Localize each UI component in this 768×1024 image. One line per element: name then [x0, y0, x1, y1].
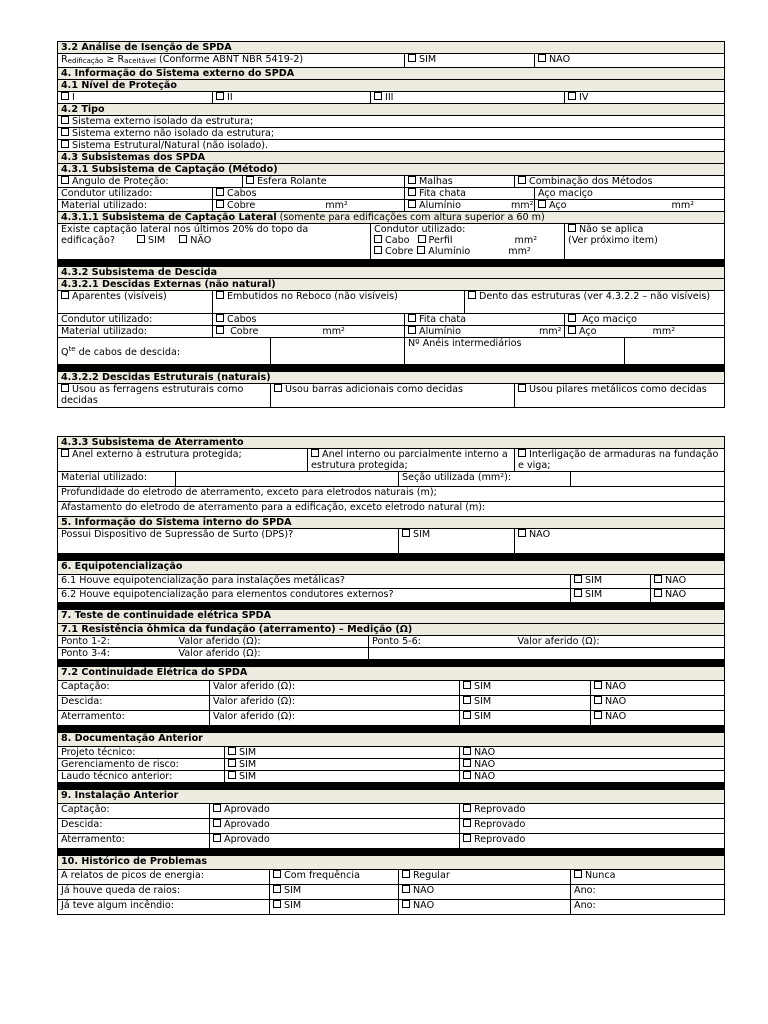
- hist-raios-ano[interactable]: Ano:: [571, 885, 725, 900]
- checkbox-icon[interactable]: [311, 449, 319, 457]
- section-divider: [58, 554, 725, 561]
- checkbox-icon[interactable]: [463, 771, 471, 779]
- checkbox-icon[interactable]: [61, 291, 69, 299]
- row-cont-aterramento: [58, 711, 725, 726]
- row-descida-condutor: [58, 314, 725, 326]
- isencao-sim[interactable]: SIM: [405, 54, 535, 68]
- equip-q1: 6.1 Houve equipotencialização para instalações metálicas?: [58, 575, 571, 589]
- isencao-formula: Redificação ≥ Raceitável (Conforme ABNT NBR 5419-2): [58, 54, 405, 68]
- section-433-title: 4.3.3 Subsistema de Aterramento: [58, 437, 725, 449]
- section-divider: [58, 260, 725, 267]
- row-captacao-condutor: [58, 188, 725, 200]
- cont-aterramento-nao[interactable]: NÃO: [591, 711, 725, 726]
- aterramento-material-label: Material utilizado:: [58, 472, 176, 487]
- checkbox-icon[interactable]: [61, 176, 69, 184]
- cont-descida-sim[interactable]: SIM: [460, 696, 591, 711]
- checkbox-icon[interactable]: [402, 529, 410, 537]
- anel-interno[interactable]: Anel interno ou parcialmente interno a estrutura protegida;: [308, 449, 515, 472]
- tipo-isolado[interactable]: Sistema externo isolado da estrutura;: [58, 116, 725, 128]
- captacao-cabos[interactable]: Cabos: [213, 188, 405, 200]
- nivel-iii[interactable]: III: [371, 92, 565, 104]
- section-divider: [58, 783, 725, 790]
- row-lateral: [58, 224, 725, 260]
- checkbox-icon[interactable]: [463, 681, 471, 689]
- form-table-upper: [57, 41, 725, 408]
- descida-aluminio[interactable]: Alumínio mm²: [405, 326, 565, 338]
- ponto-56-valor[interactable]: Valor aferido (Ω):: [515, 636, 725, 648]
- doc-projeto-sim[interactable]: SIM: [225, 747, 460, 759]
- checkbox-icon[interactable]: [61, 449, 69, 457]
- estr-barras[interactable]: Usou barras adicionais como decidas: [271, 384, 515, 408]
- hist-picos-regular[interactable]: Regular: [399, 870, 571, 885]
- row-inst-aterramento: [58, 834, 725, 849]
- captacao-cobre[interactable]: Cobre mm²: [213, 200, 405, 212]
- inst-captacao-label: Captação:: [58, 804, 210, 819]
- descida-cobre[interactable]: Cobre mm²: [213, 326, 405, 338]
- checkbox-icon[interactable]: [463, 804, 471, 812]
- lateral-nao-aplica[interactable]: Não se aplica (Ver próximo item): [565, 224, 725, 260]
- inst-descida-reprovado[interactable]: Reprovado: [460, 819, 725, 834]
- hist-incendio-ano[interactable]: Ano:: [571, 900, 725, 915]
- checkbox-icon[interactable]: [518, 176, 526, 184]
- checkbox-icon[interactable]: [463, 834, 471, 842]
- captacao-aco-macico[interactable]: Aço maciço: [535, 188, 725, 200]
- section-4-title: 4. Informação do Sistema externo do SPDA: [58, 68, 725, 80]
- checkbox-icon[interactable]: [568, 314, 576, 322]
- equip1-sim[interactable]: SIM: [571, 575, 651, 589]
- cont-descida-valor[interactable]: Valor aferido (Ω):: [210, 696, 460, 711]
- checkbox-icon[interactable]: [216, 326, 224, 334]
- cont-descida-label: Descida:: [58, 696, 210, 711]
- checkbox-icon[interactable]: [594, 711, 602, 719]
- row-niveis: [58, 92, 725, 104]
- doc-risco-nao[interactable]: NÃO: [460, 759, 725, 771]
- metodo-malhas[interactable]: Malhas: [405, 176, 515, 188]
- checkbox-icon[interactable]: [538, 200, 546, 208]
- checkbox-icon[interactable]: [216, 200, 224, 208]
- section-divider: [58, 603, 725, 610]
- section-9-title: 9. Instalação Anterior: [58, 790, 725, 804]
- checkbox-icon[interactable]: [568, 224, 576, 232]
- nivel-ii[interactable]: II: [213, 92, 371, 104]
- aneis-input[interactable]: [625, 338, 725, 365]
- estr-pilares[interactable]: Usou pilares metálicos como decidas: [515, 384, 725, 408]
- row-inst-captacao: [58, 804, 725, 819]
- checkbox-icon[interactable]: [274, 384, 282, 392]
- dps-nao[interactable]: NÃO: [515, 529, 725, 554]
- checkbox-icon[interactable]: [273, 885, 281, 893]
- doc-projeto-label: Projeto técnico:: [58, 747, 225, 759]
- qte-cabos-input[interactable]: [271, 338, 405, 365]
- ponto-12-label: Ponto 1-2:: [58, 636, 176, 648]
- checkbox-icon[interactable]: [402, 900, 410, 908]
- metodo-combinacao[interactable]: Combinação dos Métodos: [515, 176, 725, 188]
- form-table-lower: [57, 436, 725, 915]
- checkbox-icon[interactable]: [463, 711, 471, 719]
- descida-material-label: Material utilizado:: [58, 326, 213, 338]
- section-43-title: 4.3 Subsistemas dos SPDA: [58, 152, 725, 164]
- section-divider: [58, 849, 725, 856]
- descida-cabos[interactable]: Cabos: [213, 314, 405, 326]
- ponto-34-label: Ponto 3-4:: [58, 648, 176, 660]
- inst-captacao-reprovado[interactable]: Reprovado: [460, 804, 725, 819]
- descida-dento[interactable]: Dento das estruturas (ver 4.3.2.2 – não visíveis): [465, 291, 725, 314]
- tipo-nao-isolado[interactable]: Sistema externo não isolado da estrutura;: [58, 128, 725, 140]
- section-72-title: 7.2 Continuidade Elétrica do SPDA: [58, 667, 725, 681]
- row-hist-raios: [58, 885, 725, 900]
- checkbox-icon[interactable]: [408, 176, 416, 184]
- nivel-iv[interactable]: IV: [565, 92, 725, 104]
- row-cont-captacao: [58, 681, 725, 696]
- checkbox-icon[interactable]: [61, 128, 69, 136]
- checkbox-icon[interactable]: [463, 819, 471, 827]
- checkbox-icon[interactable]: [574, 870, 582, 878]
- checkbox-icon[interactable]: [654, 575, 662, 583]
- row-hist-picos: [58, 870, 725, 885]
- checkbox-icon[interactable]: [574, 575, 582, 583]
- metodo-esfera[interactable]: Esfera Rolante: [243, 176, 405, 188]
- equip-q2: 6.2 Houve equipotencialização para elementos condutores externos?: [58, 589, 571, 603]
- aterramento-secao-input[interactable]: [571, 472, 725, 487]
- hist-raios-label: Já houve queda de raios:: [58, 885, 270, 900]
- checkbox-icon[interactable]: [61, 116, 69, 124]
- profundidade-eletrodo[interactable]: Profundidade do eletrodo de aterramento, exceto para eletrodos naturais (m);: [58, 487, 725, 502]
- checkbox-icon[interactable]: [574, 589, 582, 597]
- equip2-sim[interactable]: SIM: [571, 589, 651, 603]
- checkbox-icon[interactable]: [408, 54, 416, 62]
- dps-question: Possui Dispositivo de Supressão de Surto (DPS)?: [58, 529, 399, 554]
- doc-laudo-sim[interactable]: SIM: [225, 771, 460, 783]
- checkbox-icon[interactable]: [402, 870, 410, 878]
- captacao-aco[interactable]: Aço mm²: [535, 200, 725, 212]
- cont-captacao-label: Captação:: [58, 681, 210, 696]
- captacao-condutor-label: Condutor utilizado:: [58, 188, 213, 200]
- section-4322-title: 4.3.2.2 Descidas Estruturais (naturais): [58, 372, 725, 384]
- section-431-title: 4.3.1 Subsistema de Captação (Método): [58, 164, 725, 176]
- checkbox-icon[interactable]: [179, 235, 187, 243]
- section-41-title: 4.1 Nível de Proteção: [58, 80, 725, 92]
- checkbox-icon[interactable]: [408, 314, 416, 322]
- inst-aterramento-reprovado[interactable]: Reprovado: [460, 834, 725, 849]
- section-6-title: 6. Equipotencialização: [58, 561, 725, 575]
- checkbox-icon[interactable]: [228, 747, 236, 755]
- equip2-nao[interactable]: NÃO: [651, 589, 725, 603]
- ponto-12-valor[interactable]: Valor aferido (Ω):: [176, 636, 369, 648]
- descida-aco-macico[interactable]: Aço maciço: [565, 314, 725, 326]
- checkbox-icon[interactable]: [594, 681, 602, 689]
- section-8-title: 8. Documentação Anterior: [58, 733, 725, 747]
- section-7-title: 7. Teste de continuidade elétrica SPDA: [58, 610, 725, 624]
- checkbox-icon[interactable]: [538, 54, 546, 62]
- checkbox-icon[interactable]: [137, 235, 145, 243]
- checkbox-icon[interactable]: [374, 92, 382, 100]
- cont-aterramento-sim[interactable]: SIM: [460, 711, 591, 726]
- captacao-fita[interactable]: Fita chata: [405, 188, 535, 200]
- checkbox-icon[interactable]: [463, 747, 471, 755]
- equip1-nao[interactable]: NÃO: [651, 575, 725, 589]
- checkbox-icon[interactable]: [594, 696, 602, 704]
- checkbox-icon[interactable]: [216, 314, 224, 322]
- row-hist-incendio: [58, 900, 725, 915]
- captacao-material-label: Material utilizado:: [58, 200, 213, 212]
- captacao-aluminio[interactable]: Alumínio mm²: [405, 200, 535, 212]
- checkbox-icon[interactable]: [654, 589, 662, 597]
- inst-captacao-aprovado[interactable]: Aprovado: [210, 804, 460, 819]
- row-dps: [58, 529, 725, 554]
- inst-aterramento-label: Aterramento:: [58, 834, 210, 849]
- hist-picos-label: A relatos de picos de energia:: [58, 870, 270, 885]
- checkbox-icon[interactable]: [228, 771, 236, 779]
- metodo-angulo[interactable]: Ângulo de Proteção:: [58, 176, 243, 188]
- checkbox-icon[interactable]: [273, 900, 281, 908]
- checkbox-icon[interactable]: [216, 291, 224, 299]
- section-divider: [58, 726, 725, 733]
- checkbox-icon[interactable]: [463, 696, 471, 704]
- row-aterramento-material: [58, 472, 725, 487]
- aterramento-secao-label: Seção utilizada (mm²):: [399, 472, 571, 487]
- cont-captacao-sim[interactable]: SIM: [460, 681, 591, 696]
- inst-descida-label: Descida:: [58, 819, 210, 834]
- row-doc-laudo: [58, 771, 725, 783]
- hist-picos-freq[interactable]: Com frequência: [270, 870, 399, 885]
- inst-aterramento-aprovado[interactable]: Aprovado: [210, 834, 460, 849]
- checkbox-icon[interactable]: [568, 326, 576, 334]
- section-10-title: 10. Histórico de Problemas: [58, 856, 725, 870]
- descida-aco[interactable]: Aço mm²: [565, 326, 725, 338]
- hist-incendio-nao[interactable]: NÃO: [399, 900, 571, 915]
- row-equip-2: [58, 589, 725, 603]
- checkbox-icon[interactable]: [216, 92, 224, 100]
- section-4321-title: 4.3.2.1 Descidas Externas (não natural): [58, 279, 725, 291]
- checkbox-icon[interactable]: [216, 188, 224, 196]
- checkbox-icon[interactable]: [417, 246, 425, 254]
- row-ponto-12: [58, 636, 725, 648]
- checkbox-icon[interactable]: [402, 885, 410, 893]
- cont-aterramento-label: Aterramento:: [58, 711, 210, 726]
- row-descidas-estr: [58, 384, 725, 408]
- row-doc-projeto: [58, 747, 725, 759]
- section-divider: [58, 660, 725, 667]
- section-432-title: 4.3.2 Subsistema de Descida: [58, 267, 725, 279]
- checkbox-icon[interactable]: [213, 819, 221, 827]
- row-descidas-ext: [58, 291, 725, 314]
- hist-picos-nunca[interactable]: Nunca: [571, 870, 725, 885]
- isencao-nao[interactable]: NÃO: [535, 54, 725, 68]
- section-divider: [58, 365, 725, 372]
- checkbox-icon[interactable]: [518, 449, 526, 457]
- cont-aterramento-valor[interactable]: Valor aferido (Ω):: [210, 711, 460, 726]
- ponto-empty: [369, 648, 725, 660]
- hist-incendio-sim[interactable]: SIM: [270, 900, 399, 915]
- row-metodos: [58, 176, 725, 188]
- row-equip-1: [58, 575, 725, 589]
- hist-incendio-label: Já teve algum incêndio:: [58, 900, 270, 915]
- dps-sim[interactable]: SIM: [399, 529, 515, 554]
- checkbox-icon[interactable]: [61, 92, 69, 100]
- checkbox-icon[interactable]: [463, 759, 471, 767]
- lateral-condutor: Condutor utilizado: Cabo Perfil mm² Cobre Alumínio mm²: [371, 224, 565, 260]
- row-captacao-material: [58, 200, 725, 212]
- section-71-title: 7.1 Resistência ôhmica da fundação (aterramento) – Medição (Ω): [58, 624, 725, 636]
- row-inst-descida: [58, 819, 725, 834]
- checkbox-icon[interactable]: [273, 870, 281, 878]
- descida-embutidos[interactable]: Embutidos no Reboco (não visíveis): [213, 291, 465, 314]
- lateral-question: Existe captação lateral nos últimos 20% do topo da edificação? SIM NÃO: [58, 224, 371, 260]
- checkbox-icon[interactable]: [61, 140, 69, 148]
- aterramento-material-input[interactable]: [176, 472, 399, 487]
- interligacao[interactable]: Interligação de armaduras na fundação e viga;: [515, 449, 725, 472]
- descida-aparentes[interactable]: Aparentes (visíveis): [58, 291, 213, 314]
- anel-externo[interactable]: Anel externo à estrutura protegida;: [58, 449, 308, 472]
- checkbox-icon[interactable]: [408, 326, 416, 334]
- qte-cabos-label: $Q^{te}$ de cabos de descida:: [58, 338, 271, 365]
- hist-raios-nao[interactable]: NÃO: [399, 885, 571, 900]
- checkbox-icon[interactable]: [408, 200, 416, 208]
- checkbox-icon[interactable]: [228, 759, 236, 767]
- section-42-title: 4.2 Tipo: [58, 104, 725, 116]
- cont-captacao-nao[interactable]: NÃO: [591, 681, 725, 696]
- nivel-i[interactable]: I: [58, 92, 213, 104]
- row-doc-risco: [58, 759, 725, 771]
- doc-risco-label: Gerenciamento de risco:: [58, 759, 225, 771]
- estr-ferragens[interactable]: Usou as ferragens estruturais como decidas: [58, 384, 271, 408]
- aneis-label: Nº Anéis intermediários: [405, 338, 625, 365]
- inst-descida-aprovado[interactable]: Aprovado: [210, 819, 460, 834]
- checkbox-icon[interactable]: [468, 291, 476, 299]
- checkbox-icon[interactable]: [518, 384, 526, 392]
- section-5-title: 5. Informação do Sistema interno do SPDA: [58, 517, 725, 529]
- cont-descida-nao[interactable]: NÃO: [591, 696, 725, 711]
- row-qte-cabos: [58, 338, 725, 365]
- checkbox-icon[interactable]: [374, 235, 382, 243]
- row-cont-descida: [58, 696, 725, 711]
- ponto-56-label: Ponto 5-6:: [369, 636, 515, 648]
- ponto-34-valor[interactable]: Valor aferido (Ω):: [176, 648, 369, 660]
- hist-raios-sim[interactable]: SIM: [270, 885, 399, 900]
- section-4311-title: 4.3.1.1 Subsistema de Captação Lateral (somente para edificações com altura superior a 60 m): [58, 212, 725, 224]
- tipo-estrutural[interactable]: Sistema Estrutural/Natural (não isolado).: [58, 140, 725, 152]
- row-aterramento-tipo: [58, 449, 725, 472]
- checkbox-icon[interactable]: [61, 384, 69, 392]
- checkbox-icon[interactable]: [246, 176, 254, 184]
- section-32-title: 3.2 Análise de Isenção de SPDA: [58, 42, 725, 54]
- checkbox-icon[interactable]: [213, 834, 221, 842]
- checkbox-icon[interactable]: [518, 529, 526, 537]
- checkbox-icon[interactable]: [374, 246, 382, 254]
- row-isencao: [58, 54, 725, 68]
- doc-laudo-label: Laudo técnico anterior:: [58, 771, 225, 783]
- row-ponto-34: [58, 648, 725, 660]
- checkbox-icon[interactable]: [418, 235, 426, 243]
- afastamento-eletrodo[interactable]: Afastamento do eletrodo de aterramento para a edificação, exceto eletrodo natural (m):: [58, 502, 725, 517]
- descida-condutor-label: Condutor utilizado:: [58, 314, 213, 326]
- descida-fita[interactable]: Fita chata: [405, 314, 565, 326]
- checkbox-icon[interactable]: [408, 188, 416, 196]
- doc-laudo-nao[interactable]: NÃO: [460, 771, 725, 783]
- checkbox-icon[interactable]: [568, 92, 576, 100]
- cont-captacao-valor[interactable]: Valor aferido (Ω):: [210, 681, 460, 696]
- row-descida-material: [58, 326, 725, 338]
- doc-projeto-nao[interactable]: NÃO: [460, 747, 725, 759]
- doc-risco-sim[interactable]: SIM: [225, 759, 460, 771]
- checkbox-icon[interactable]: [213, 804, 221, 812]
